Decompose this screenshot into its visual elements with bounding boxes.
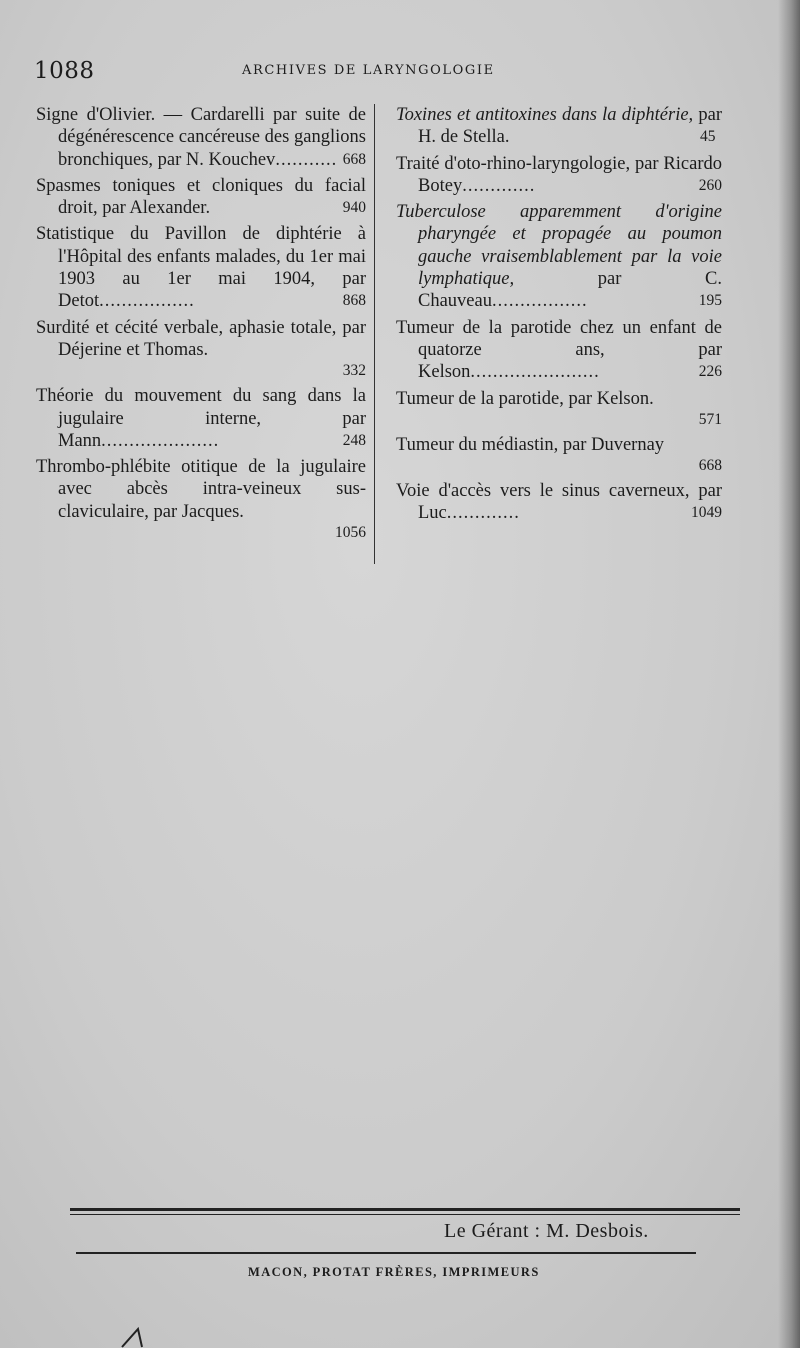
binding-shadow xyxy=(778,0,800,1348)
entry-leader: ............. xyxy=(462,175,536,196)
entry-leader: ..................... xyxy=(101,430,220,451)
entry-page: 668 xyxy=(342,150,366,168)
entry-text: Voie d'accès vers le sinus caverneux, par Luc xyxy=(396,481,722,524)
entry-leader: ............. xyxy=(446,503,520,524)
footer-rule-thin xyxy=(70,1214,740,1215)
entry-text: Traité d'oto-rhino-laryngologie, par Ricardo Botey xyxy=(396,153,722,196)
printer-imprint: MACON, PROTAT FRÈRES, IMPRIMEURS xyxy=(248,1265,540,1279)
entry-text: Tumeur de la parotide chez un enfant de quatorze ans, par Kelson xyxy=(396,317,722,383)
entry-text: Spasmes toniques et cloniques du facial droit, par Alexander. xyxy=(36,175,366,219)
entry-page: 248 xyxy=(342,431,366,449)
index-entry xyxy=(396,434,722,476)
entry-text: par H. de Stella. xyxy=(418,105,723,148)
index-entry: Toxines et antitoxines dans la diphtérie, par H. de Stella. 45 xyxy=(396,105,723,148)
column-divider xyxy=(374,104,375,564)
entry-text: Tumeur du médiastin, par Duvernay xyxy=(396,434,665,455)
footer-rule-lower xyxy=(76,1252,696,1254)
entry-title-italic: Toxines et antitoxines dans la diphtérie, xyxy=(396,105,694,125)
entry-page: 668 xyxy=(698,457,722,475)
entry-text: Surdité et cécité verbale, aphasie totale, par Déjerine et Thomas. xyxy=(36,317,366,360)
entry-leader: ................. xyxy=(99,291,195,312)
index-entry xyxy=(36,385,366,452)
entry-page: 195 xyxy=(698,292,722,310)
index-entry xyxy=(36,456,366,543)
entry-page: 1056 xyxy=(335,524,366,542)
index-entry xyxy=(36,175,366,220)
entry-page: 226 xyxy=(698,363,722,381)
index-entry xyxy=(396,317,722,384)
index-entry xyxy=(396,201,722,312)
entry-leader: ....................... xyxy=(470,362,600,383)
index-column-right xyxy=(396,104,722,529)
running-head: ARCHIVES DE LARYNGOLOGIE xyxy=(242,63,495,78)
index-entry xyxy=(396,388,722,430)
entry-page: 260 xyxy=(698,176,722,194)
entry-text: par C. Chauveau xyxy=(418,269,723,312)
entry-text: Thrombo-phlébite otitique de la jugulaire avec abcès intra-veineux sus-claviculaire, par Jacques. xyxy=(36,457,366,522)
entry-text: Statistique du Pavillon de diphtérie à l'Hôpital des enfants malades, du 1er mai 1903 au 1er mai 1904, par Detot xyxy=(36,224,366,312)
index-entry xyxy=(396,480,722,525)
index-entry xyxy=(36,317,366,382)
index-entry xyxy=(396,153,722,198)
entry-page: 940 xyxy=(342,199,366,217)
gerant-line: Le Gérant : M. Desbois. xyxy=(444,1220,649,1242)
entry-leader: ........... xyxy=(275,149,338,170)
index-entry xyxy=(36,104,366,171)
entry-page: 1049 xyxy=(691,504,722,522)
entry-text: Tumeur de la parotide, par Kelson. xyxy=(396,388,654,409)
entry-page: 868 xyxy=(342,292,366,310)
entry-title-italic: Tuberculose apparemment d'origine pharyngée et propagée au poumon gauche vraisemblablement par la voie lymphatique, xyxy=(396,202,722,290)
entry-text: Théorie du mouvement du sang dans la jugulaire interne, par Mann xyxy=(36,386,366,451)
entry-text: Signe d'Olivier. — Cardarelli par suite de dégénérescence cancéreuse des ganglions bronchiques, par N. Kouchev xyxy=(36,105,366,170)
entry-leader: ................. xyxy=(491,291,588,312)
entry-page: 332 xyxy=(342,362,366,380)
index-column-left xyxy=(36,104,366,547)
ink-mark-icon xyxy=(118,1325,158,1348)
index-entry xyxy=(36,223,366,312)
entry-page: 571 xyxy=(698,410,722,428)
footer-rule-thick xyxy=(70,1208,740,1211)
page-number: 1088 xyxy=(34,58,95,84)
